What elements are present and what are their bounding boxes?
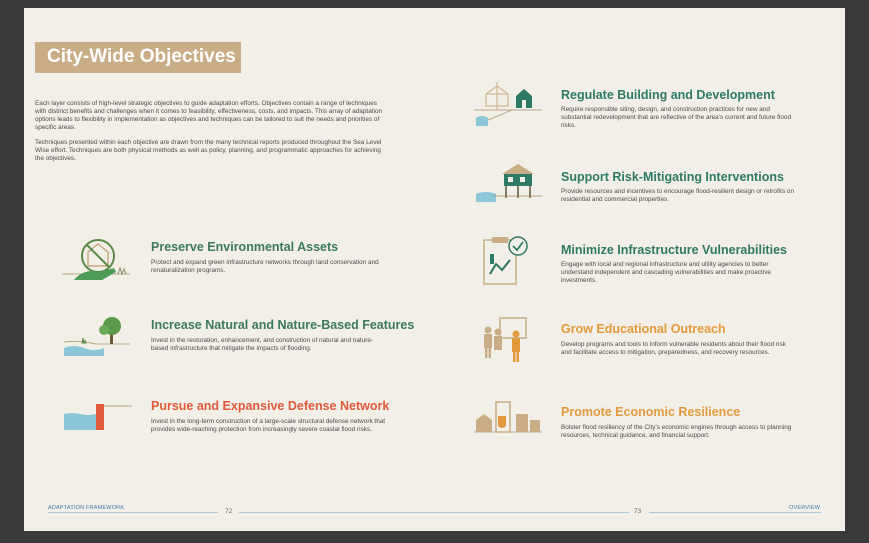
objective-educational-outreach: [480, 314, 822, 376]
hand-house-prohibited-icon: [60, 236, 132, 284]
page-number-left: 72: [225, 508, 233, 515]
objective-description: Develop programs and tools to inform vulnerable residents about their flood risk and facilitate access to mitigation, preparedness, and recovery resources.: [561, 341, 786, 356]
tree-shoreline-icon: [60, 314, 132, 362]
objective-title: Regulate Building and Development: [561, 88, 775, 102]
objective-regulate-building: [472, 80, 822, 135]
presentation-people-icon: [480, 314, 540, 368]
document-page: [24, 8, 845, 531]
objective-description: Require responsible siting, design, and construction practices for new and substantial redevelopment that are reflective of the area's current and future flood risks.: [561, 106, 791, 129]
objective-title: Promote Economic Resilience: [561, 405, 741, 419]
objective-title: Grow Educational Outreach: [561, 322, 726, 336]
title-banner: [35, 42, 241, 73]
intro-paragraph-2: Techniques presented within each objective are drawn from the many technical reports produced throughout the Sea Level Wise effort. Techniques are both physical methods as well as policy, planning, and programmatic approaches for achieving the objectives.: [35, 139, 382, 162]
objective-description: Invest in the restoration, enhancement, and construction of natural and nature-based infrastructure that mitigate the impacts of flooding.: [151, 337, 374, 352]
seawall-icon: [60, 392, 132, 440]
objective-economic-resilience: [472, 396, 822, 451]
objective-title: Support Risk-Mitigating Interventions: [561, 170, 784, 184]
elevated-building-icon: [472, 80, 544, 130]
footer-rule-right: [649, 512, 821, 513]
objective-description: Protect and expand green infrastructure networks through land conservation and renaturalization programs.: [151, 259, 379, 274]
objective-description: Bolster flood resiliency of the City's economic engines through access to planning resources, technical guidance, and financial support.: [561, 424, 792, 439]
intro-text: [35, 100, 390, 170]
objective-infrastructure: [480, 234, 822, 296]
footer-section-left: ADAPTATION FRAMEWORK: [48, 505, 125, 511]
page-number-right: 73: [634, 508, 642, 515]
footer-section-right: OVERVIEW: [789, 505, 821, 511]
objective-natural-features: [60, 314, 415, 364]
clipboard-check-icon: [480, 234, 532, 288]
city-shield-icon: [472, 396, 544, 444]
objective-description: Provide resources and incentives to encourage flood-resilient design or retrofits on residential and commercial properties.: [561, 188, 795, 203]
objective-preserve-environmental-assets: [60, 236, 400, 286]
objective-title: Preserve Environmental Assets: [151, 240, 339, 254]
objective-risk-mitigating: [472, 160, 822, 215]
intro-paragraph-1: Each layer consists of high-level strategic objectives to guide adaptation efforts. Objectives contain a range of techniques with distinct benefits and challenges when it comes to feasibility, effectiveness, costs, and impacts. This array of adaptation options leads to flexibility in implementation as objectives and techniques can be tailored to suit the needs and priorities of specific areas.: [35, 100, 383, 131]
objective-title: Minimize Infrastructure Vulnerabilities: [561, 243, 787, 257]
footer-rule-left-a: [48, 512, 218, 513]
objective-title: Increase Natural and Nature-Based Features: [151, 318, 415, 332]
objective-description: Invest in the long-term construction of a large-scale structural defense network that provides wide-reaching protection from increasingly severe coastal flood risks.: [151, 418, 386, 433]
objective-description: Engage with local and regional infrastructure and utility agencies to better understand independent and cascading vulnerabilities and make proactive investments.: [561, 261, 771, 284]
stilt-house-icon: [472, 160, 544, 210]
objective-defense-network: [60, 392, 400, 447]
page-title: City-Wide Objectives: [47, 46, 236, 67]
objective-title: Pursue and Expansive Defense Network: [151, 399, 390, 413]
footer-rule-middle: [239, 512, 629, 513]
